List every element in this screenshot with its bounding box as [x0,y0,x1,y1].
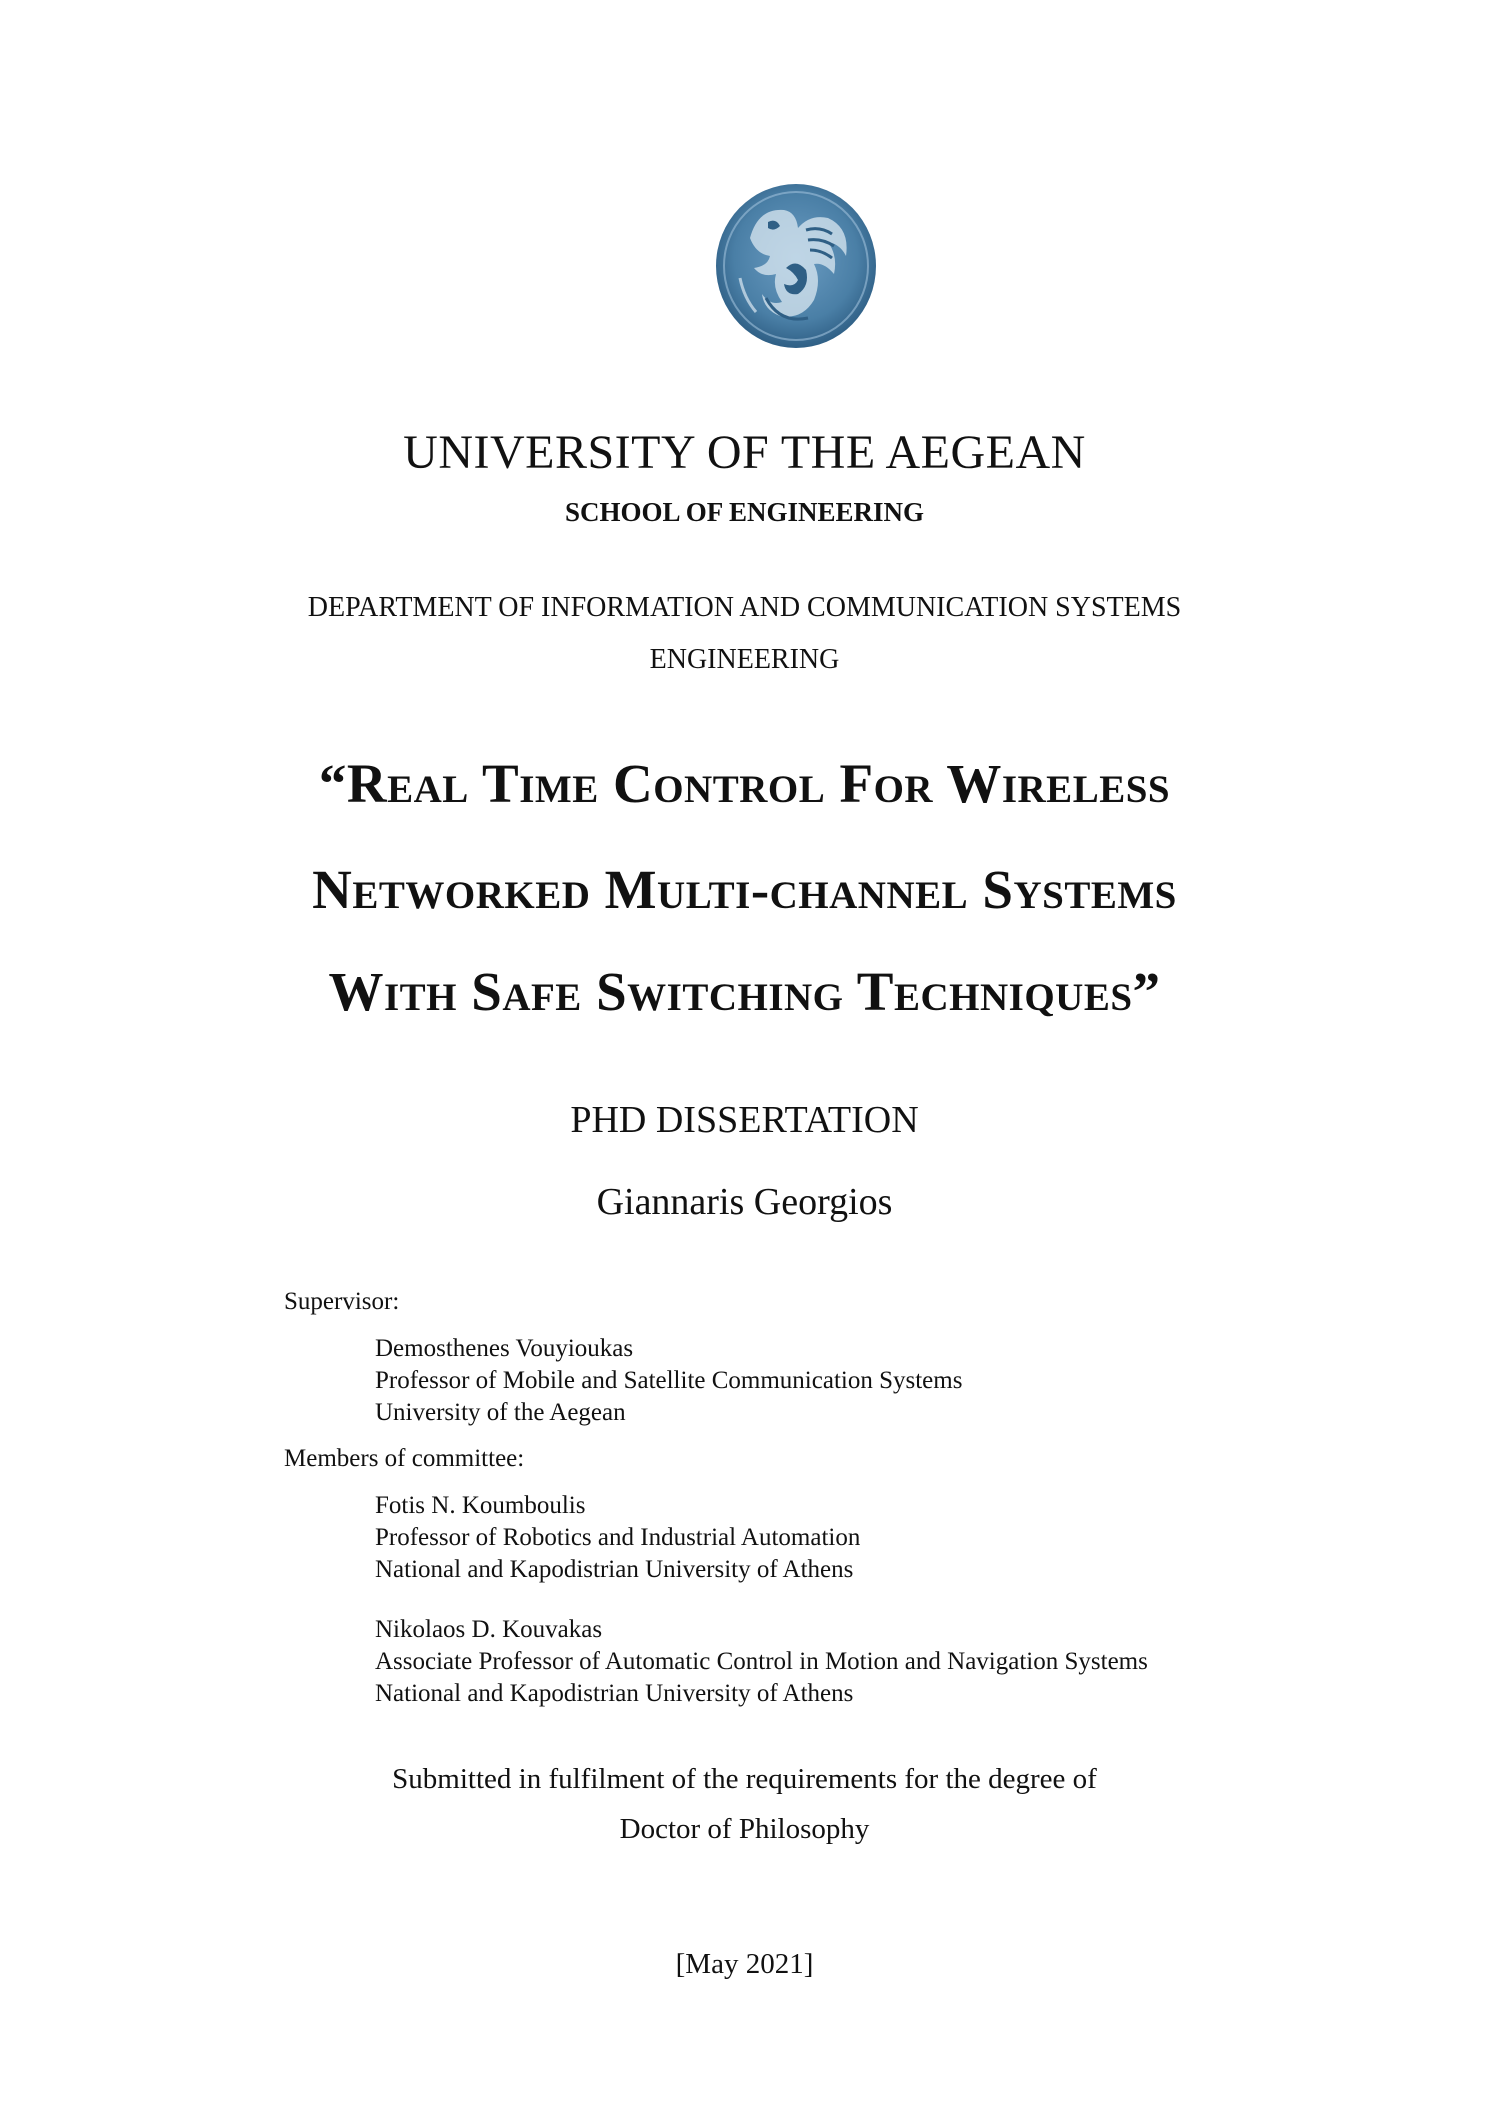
university-seal-icon [710,178,882,350]
title-line-1: “Real Time Control For Wireless [318,753,1171,814]
university-name: UNIVERSITY OF THE AEGEAN [403,426,1086,479]
title-line-3: With Safe Switching Techniques” [328,961,1161,1022]
author-name: Giannaris Georgios [596,1181,893,1223]
member-position: Associate Professor of Automatic Control in Motion and Navigation Systems [375,1648,1148,1675]
degree-name: Doctor of Philosophy [619,1813,870,1845]
supervisor-label: Supervisor: [284,1288,400,1315]
submission-date: [May 2021] [675,1948,814,1980]
submission-statement: Submitted in fulfilment of the requirements for the degree of [392,1763,1097,1795]
supervisor-info [375,1333,962,1429]
document-type: PHD DISSERTATION [570,1099,919,1141]
department-line-1: DEPARTMENT OF INFORMATION AND COMMUNICATION SYSTEMS [307,592,1182,623]
member-name: Nikolaos D. Kouvakas [375,1616,603,1643]
supervisor-institution: University of the Aegean [375,1399,626,1426]
supervisor-name: Demosthenes Vouyioukas [375,1335,634,1362]
committee-member [375,1490,860,1586]
member-name: Fotis N. Koumboulis [375,1492,586,1519]
member-institution: National and Kapodistrian University of Athens [375,1680,854,1707]
title-line-2: Networked Multi-channel Systems [312,859,1177,920]
member-institution: National and Kapodistrian University of Athens [375,1556,854,1583]
school-name: SCHOOL OF ENGINEERING [564,497,925,527]
committee-label: Members of committee: [284,1445,525,1472]
supervisor-position: Professor of Mobile and Satellite Communication Systems [375,1367,963,1394]
member-position: Professor of Robotics and Industrial Automation [375,1524,861,1551]
committee-member [375,1614,1148,1710]
department-line-2: ENGINEERING [649,644,840,675]
